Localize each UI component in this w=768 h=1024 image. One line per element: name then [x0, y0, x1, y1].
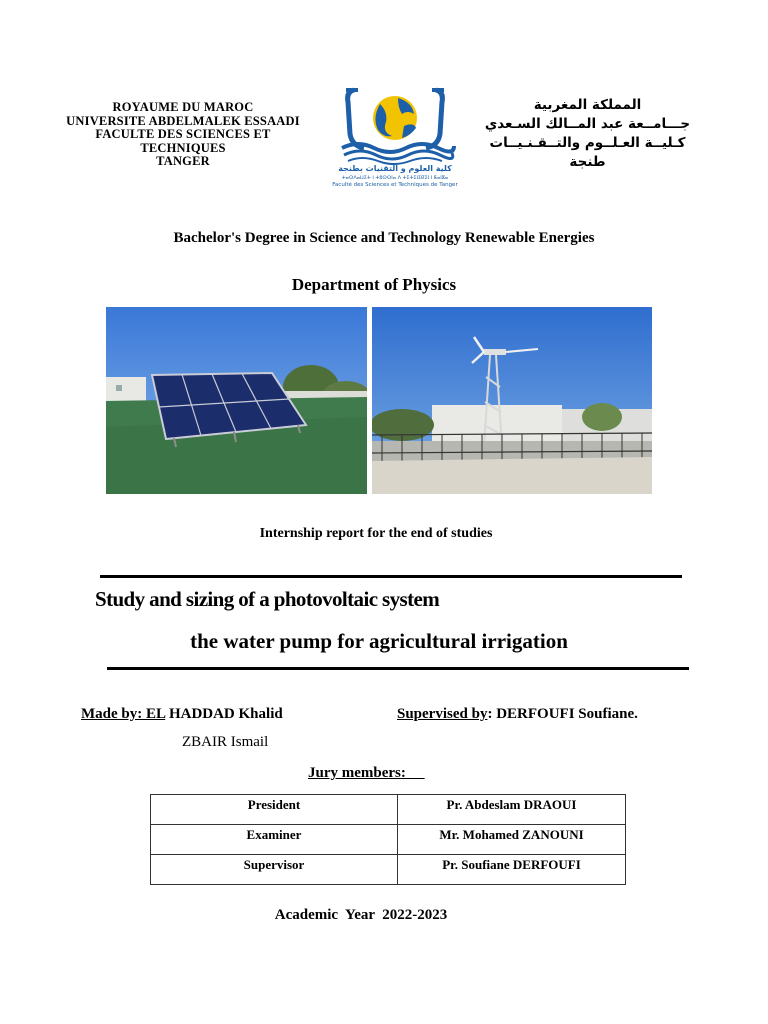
- arabic-city-line: طنجة: [569, 154, 606, 170]
- jury-member: Pr. Soufiane DERFOUFI: [398, 855, 626, 885]
- jury-role: President: [151, 795, 398, 825]
- table-row: [151, 795, 626, 825]
- supervised-by: [397, 706, 638, 723]
- degree-program: Bachelor's Degree in Science and Technology Renewable Energies: [173, 230, 595, 246]
- solar-panel-photo: [106, 307, 367, 494]
- jury-member: Pr. Abdeslam DRAOUI: [398, 795, 626, 825]
- faculty-line-2: TECHNIQUES: [140, 140, 226, 155]
- university-name-french: [48, 101, 318, 169]
- jury-member: Mr. Mohamed ZANOUNI: [398, 825, 626, 855]
- jury-role: Supervisor: [151, 855, 398, 885]
- report-title-line-1: Study and sizing of a photovoltaic system: [95, 587, 440, 611]
- jury-heading: Jury members:: [308, 765, 425, 781]
- department-name: Department of Physics: [291, 275, 457, 294]
- wind-turbine-photo: [372, 307, 652, 494]
- table-row: [151, 855, 626, 885]
- author-2: ZBAIR Ismail: [182, 734, 269, 750]
- supervised-by-label: Supervised by: [397, 706, 488, 722]
- university-name-arabic: [470, 96, 705, 172]
- logo-french-text: Faculté des Sciences et Techniques de Tanger: [332, 182, 458, 188]
- jury-role: Examiner: [151, 825, 398, 855]
- logo-arabic-text: كلية العلوم و التقنيات بطنجة: [338, 164, 452, 173]
- supervisor-name: : DERFOUFI Soufiane.: [487, 706, 638, 722]
- faculty-logo: [322, 82, 468, 192]
- made-by: [81, 706, 283, 723]
- title-rule-top: [100, 575, 682, 578]
- arabic-university-line: جـــامــعة عبد المــالك السـعدي: [484, 116, 691, 132]
- kingdom-line: ROYAUME DU MAROC: [112, 100, 254, 114]
- arabic-kingdom-line: المملكة المغربية: [533, 97, 642, 113]
- academic-year: Academic Year 2022-2023: [274, 907, 448, 923]
- jury-table: [150, 794, 626, 885]
- report-title-line-2: the water pump for agricultural irrigation: [190, 629, 568, 653]
- author-1: HADDAD Khalid: [165, 706, 283, 722]
- title-rule-bottom: [107, 667, 689, 670]
- table-row: [151, 825, 626, 855]
- arabic-faculty-line: كـليــة العـلــوم والتــقـنـيــات: [489, 135, 686, 151]
- made-by-label: Made by: EL: [81, 706, 166, 722]
- logo-tifinagh-text: ⵜⴰⵙⴷⴰⵡⵉⵜ ⵏ ⵜⵓⵙⵙⵏⴰ ⴷ ⵜⵉⵜⵉⵏⵉⴽⵉⵏ ⵏ ⵟⴰⵏⴵⴰ: [341, 175, 449, 181]
- university-line: UNIVERSITE ABDELMALEK ESSAADI: [66, 113, 300, 128]
- faculty-line: FACULTE DES SCIENCES ET: [95, 127, 271, 141]
- report-type: Internship report for the end of studies: [259, 526, 493, 541]
- city-line: TANGER: [156, 154, 210, 168]
